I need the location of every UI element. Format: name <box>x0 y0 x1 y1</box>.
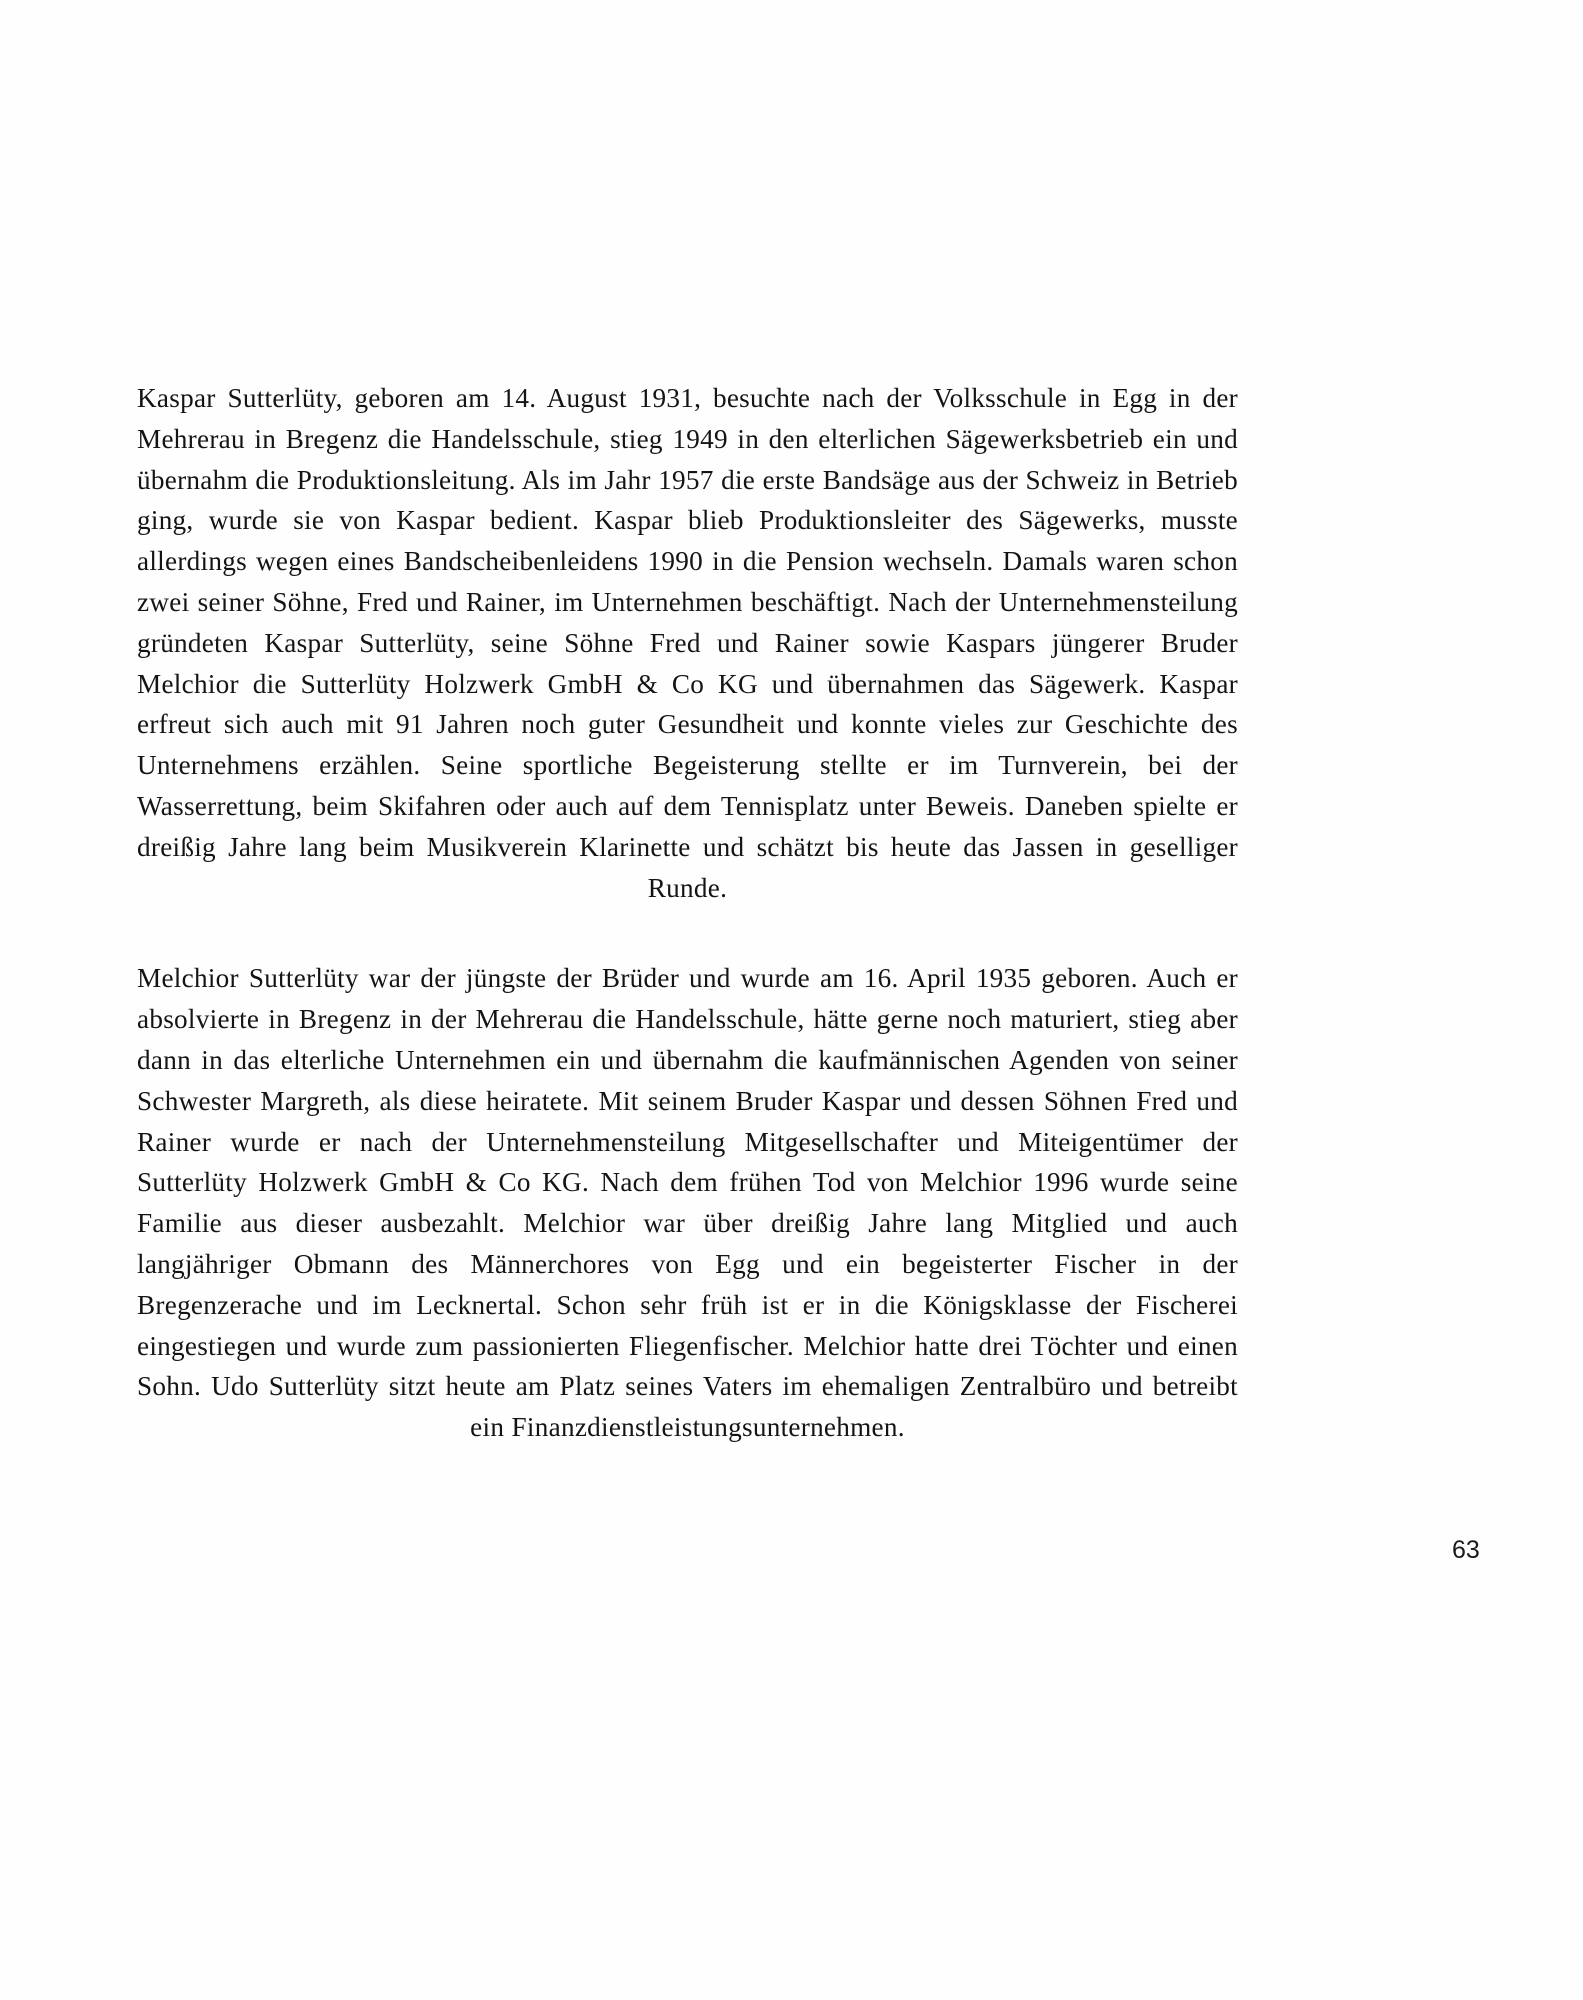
page-number: 63 <box>1452 1536 1480 1564</box>
paragraph-melchior: Melchior Sutterlüty war der jüngste der Brüder und wurde am 16. April 1935 geboren. Auch er absolvierte in Bregenz in der Mehrerau die Handelsschule, hätte gerne noch maturiert, stieg aber dann in das elterliche Unternehmen ein und übernahm die kaufmännischen Agenden von seiner Schwester Margreth, als diese heiratete. Mit seinem Bruder Kaspar und dessen Söhnen Fred und Rainer wurde er nach der Unternehmensteilung Mitgesellschafter und Miteigentümer der Sutterlüty Holzwerk GmbH & Co KG. Nach dem frühen Tod von Melchior 1996 wurde seine Familie aus dieser ausbezahlt. Melchior war über dreißig Jahre lang Mitglied und auch langjähriger Obmann des Männerchores von Egg und ein begeisterter Fischer in der Bregenzerache und im Lecknertal. Schon sehr früh ist er in die Königsklasse der Fischerei eingestiegen und wurde zum passionierten Fliegenfischer. Melchior hatte drei Töchter und einen Sohn. Udo Sutterlüty sitzt heute am Platz seines Vaters im ehemaligen Zentralbüro und betreibt ein Finanzdienstleistungsunternehmen. <box>137 963 1238 1443</box>
body-text-column <box>137 378 1238 1448</box>
paragraph-kaspar: Kaspar Sutterlüty, geboren am 14. August 1931, besuchte nach der Volksschule in Egg in der Mehrerau in Bregenz die Handelsschule, stieg 1949 in den elterlichen Sägewerksbetrieb ein und übernahm die Produktionsleitung. Als im Jahr 1957 die erste Bandsäge aus der Schweiz in Betrieb ging, wurde sie von Kaspar bedient. Kaspar blieb Produktionsleiter des Sägewerks, musste allerdings wegen eines Bandscheibenleidens 1990 in die Pension wechseln. Damals waren schon zwei seiner Söhne, Fred und Rainer, im Unternehmen beschäftigt. Nach der Unternehmensteilung gründeten Kaspar Sutterlüty, seine Söhne Fred und Rainer sowie Kaspars jüngerer Bruder Melchior die Sutterlüty Holzwerk GmbH & Co KG und übernahmen das Sägewerk. Kaspar erfreut sich auch mit 91 Jahren noch guter Gesundheit und konnte vieles zur Geschichte des Unternehmens erzählen. Seine sportliche Begeisterung stellte er im Turnverein, bei der Wasserrettung, beim Skifahren oder auch auf dem Tennisplatz unter Beweis. Daneben spielte er dreißig Jahre lang beim Musikverein Klarinette und schätzt bis heute das Jassen in geselliger Runde. <box>137 383 1238 903</box>
